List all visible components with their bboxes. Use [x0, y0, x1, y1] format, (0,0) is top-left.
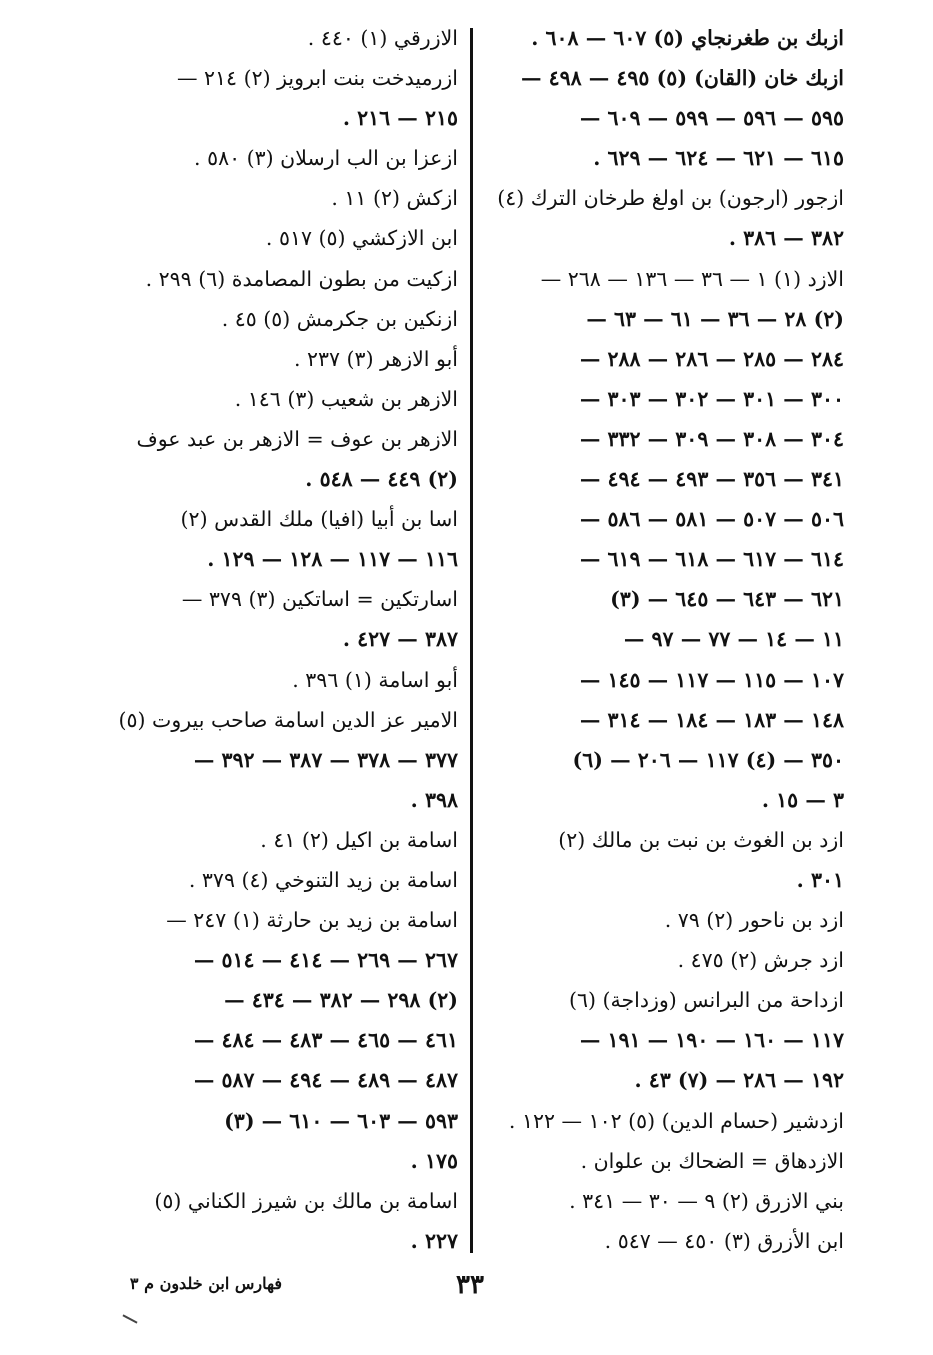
- index-line: ازدشير (حسام الدين) (٥) ١٠٢ — ١٢٢ .: [508, 1108, 844, 1133]
- index-line: ١١٦ — ١١٧ — ١٢٨ — ١٢٩ .: [207, 547, 458, 572]
- index-line: ٣٤١ — ٣٥٦ — ٤٩٣ — ٤٩٤ —: [579, 467, 844, 492]
- index-line: الازهر بن عوف = الازهر بن عبد عوف: [136, 426, 458, 451]
- index-line: ٣٧٧ — ٣٧٨ — ٣٨٧ — ٣٩٢ —: [193, 747, 458, 772]
- index-line: ٣٩٨ .: [410, 787, 458, 812]
- index-line: اسامة بن زيد التنوخي (٤) ٣٧٩ .: [188, 867, 458, 892]
- index-line: ازد بن ناحور (٢) ٧٩ .: [664, 908, 844, 933]
- index-line: بني الازرق (٢) ٩ — ٣٠ — ٣٤١ .: [569, 1188, 844, 1213]
- index-line: اسارتكين = اساتكين (٣) ٣٧٩ —: [181, 587, 458, 612]
- index-line: (٢) ٤٤٩ — ٥٤٨ .: [305, 467, 458, 492]
- left-column: [98, 18, 458, 1261]
- index-line: ابن الأزرق (٣) ٤٥٠ — ٥٤٧ .: [604, 1228, 844, 1253]
- index-line: أبو الازهر (٣) ٢٣٧ .: [293, 346, 458, 371]
- index-line: ٣٠٠ — ٣٠١ — ٣٠٢ — ٣٠٣ —: [579, 386, 844, 411]
- index-line: ٤٦١ — ٤٦٥ — ٤٨٣ — ٤٨٤ —: [193, 1028, 458, 1053]
- footer-note: فهارس ابن خلدون م ٣: [129, 1274, 282, 1293]
- index-line: ٥٩٥ — ٥٩٦ — ٥٩٩ — ٦٠٩ —: [579, 106, 844, 131]
- index-line: ٣ — ١٥ .: [761, 787, 844, 812]
- index-line: ١٧٥ .: [410, 1148, 458, 1173]
- index-line: ٤٨٧ — ٤٨٩ — ٤٩٤ — ٥٨٧ —: [193, 1068, 458, 1093]
- index-line: ٣٨٢ — ٣٨٦ .: [728, 226, 844, 251]
- index-line: (٢) ٢٩٨ — ٣٨٢ — ٤٣٤ —: [224, 988, 458, 1013]
- index-line: ٣٨٧ — ٤٢٧ .: [342, 627, 458, 652]
- index-line: الامير عز الدين اسامة صاحب بيروت (٥): [118, 707, 458, 732]
- index-line: ٦١٥ — ٦٢١ — ٦٢٤ — ٦٢٩ .: [593, 146, 844, 171]
- index-line: ١٠٧ — ١١٥ — ١١٧ — ١٤٥ —: [579, 667, 844, 692]
- page-number: ٣٣: [456, 1270, 484, 1300]
- index-line: (٢) ٢٨ — ٣٦ — ٦١ — ٦٣ —: [586, 306, 844, 331]
- scan-mark: [122, 1314, 137, 1323]
- index-line: ١٤٨ — ١٨٣ — ١٨٤ — ٣١٤ —: [579, 707, 844, 732]
- index-line: الازدهاق = الضحاك بن علوان .: [580, 1148, 844, 1173]
- index-line: الازرقي (١) ٤٤٠ .: [307, 26, 458, 50]
- index-line: ٣٠٤ — ٣٠٨ — ٣٠٩ — ٣٣٢ —: [579, 426, 844, 451]
- index-line: ٣٥٠ — (٤) ١١٧ — ٢٠٦ — (٦): [572, 747, 844, 772]
- index-line: ازعزا بن الب ارسلان (٣) ٥٨٠ .: [194, 146, 458, 171]
- index-line: ازكش (٢) ١١ .: [331, 186, 458, 211]
- index-line: الازد (١) ١ — ٣٦ — ١٣٦ — ٢٦٨ —: [540, 266, 844, 291]
- index-line: اسامة بن مالك بن شيرز الكناني (٥): [154, 1188, 458, 1213]
- index-line: اسامة بن اكيل (٢) ٤١ .: [260, 827, 458, 852]
- index-line: ٢٦٧ — ٢٦٩ — ٤١٤ — ٥١٤ —: [193, 948, 458, 973]
- index-line: ١١ — ١٤ — ٧٧ — ٩٧ —: [623, 627, 844, 652]
- index-line: ٢٨٤ — ٢٨٥ — ٢٨٦ — ٢٨٨ —: [579, 346, 844, 371]
- index-line: ٦١٤ — ٦١٧ — ٦١٨ — ٦١٩ —: [579, 547, 844, 572]
- index-line: ٢٢٧ .: [410, 1228, 458, 1253]
- index-line: الازهر بن شعيب (٣) ١٤٦ .: [234, 386, 458, 411]
- index-line: ٣٠١ .: [796, 867, 844, 892]
- index-line: اسامة بن زيد بن حارثة (١) ٢٤٧ —: [166, 908, 458, 933]
- index-line: ٥٠٦ — ٥٠٧ — ٥٨١ — ٥٨٦ —: [579, 507, 844, 532]
- index-line: ازد جرش (٢) ٤٧٥ .: [677, 948, 844, 973]
- index-line: أبو اسامة (١) ٣٩٦ .: [292, 667, 458, 692]
- index-line: اسا بن أبيا (افيا) ملك القدس (٢): [180, 507, 458, 532]
- index-line: ازرميدخت بنت ابرويز (٢) ٢١٤ —: [176, 66, 458, 91]
- index-line: ازد بن الغوث بن نبت بن مالك (٢): [558, 827, 844, 852]
- index-line: ازجور (ارجون) بن اولغ طرخان الترك (٤): [497, 186, 844, 211]
- column-divider: [470, 28, 473, 1253]
- index-line: ازنكين بن جكرمش (٥) ٤٥ .: [221, 306, 458, 331]
- index-line: ٥٩٣ — ٦٠٣ — ٦١٠ — (٣): [224, 1108, 458, 1133]
- index-line: ازبك بن طغرنجاي (٥) ٦٠٧ — ٦٠٨ .: [531, 26, 844, 50]
- index-line: ٢١٥ — ٢١٦ .: [342, 106, 458, 131]
- index-line: ازداحة من البرانس (وزداجة) (٦): [568, 988, 844, 1013]
- index-line: ابن الازكشي (٥) ٥١٧ .: [265, 226, 458, 251]
- index-line: ١٩٢ — ٢٨٦ — (٧) ٤٣ .: [634, 1068, 844, 1093]
- right-column: [484, 18, 844, 1261]
- index-line: ١١٧ — ١٦٠ — ١٩٠ — ١٩١ —: [579, 1028, 844, 1053]
- index-line: ازكيت من بطون المصامدة (٦) ٢٩٩ .: [145, 266, 458, 291]
- index-line: ٦٢١ — ٦٤٣ — ٦٤٥ — (٣): [610, 587, 844, 612]
- index-line: ازبك خان (القان) (٥) ٤٩٥ — ٤٩٨ —: [520, 66, 844, 91]
